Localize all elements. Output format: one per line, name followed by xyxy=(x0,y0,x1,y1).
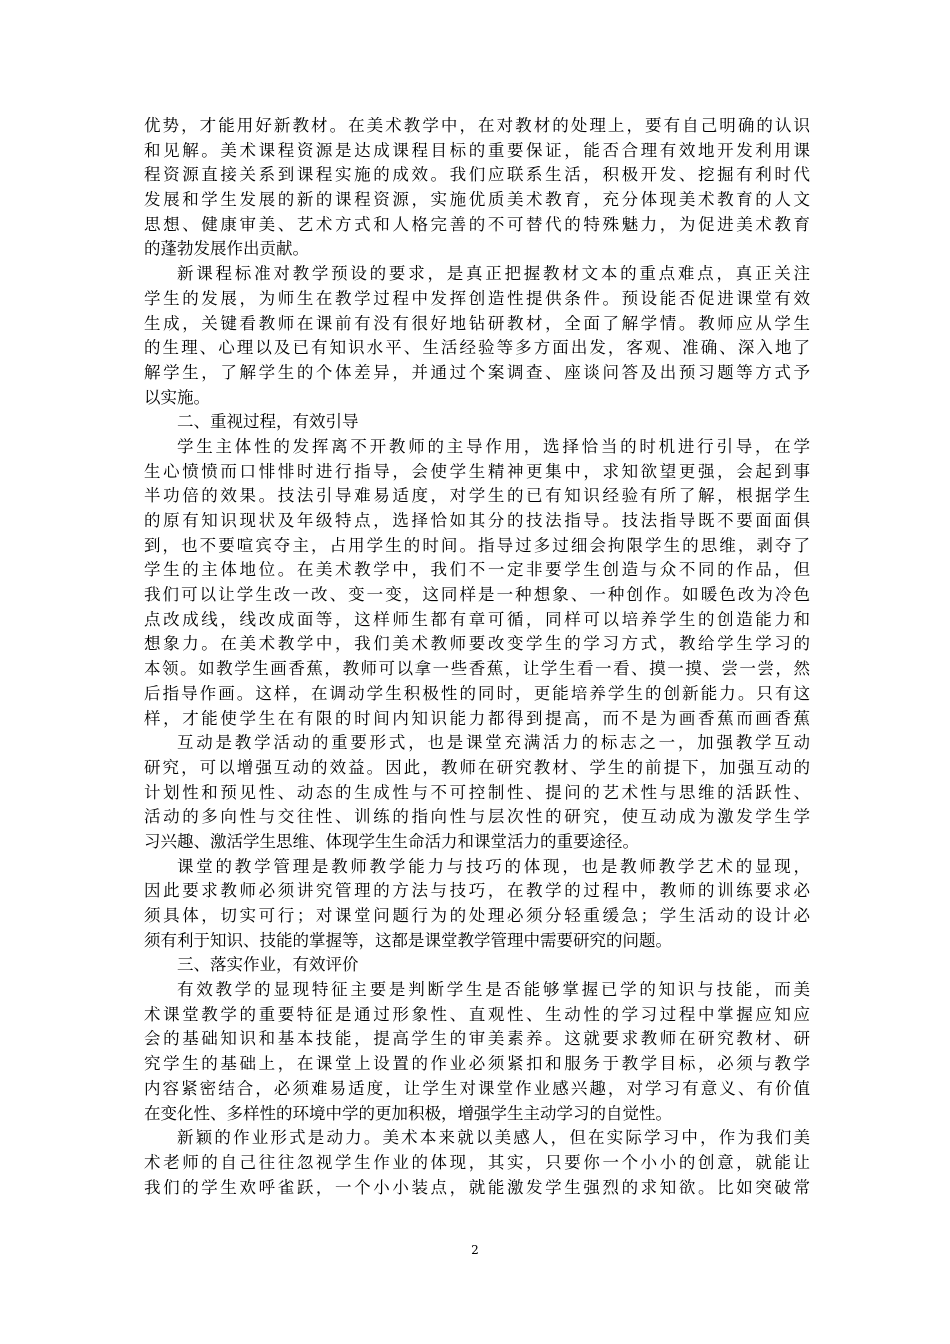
text-line: 新课程标准对教学预设的要求，是真正把握教材文本的重点难点，真正关注 xyxy=(177,264,810,284)
text-line: 术老师的自己往往忽视学生作业的体现，其实，只要你一个小小的创意，就能让 xyxy=(144,1152,810,1172)
text-line: 互动是教学活动的重要形式，也是课堂充满活力的标志之一，加强教学互动 xyxy=(177,733,810,753)
text-line: 优势，才能用好新教材。在美术教学中，在对教材的处理上，要有自己明确的认识 xyxy=(144,116,810,135)
text-line: 的生理、心理以及已有知识水平、生活经验等多方面出发，客观、准确、深入地了 xyxy=(144,338,810,358)
text-line: 和见解。美术课程资源是达成课程目标的重要保证，能否合理有效地开发利用课 xyxy=(144,140,810,160)
text-line: 计划性和预见性、动态的生成性与不可控制性、提问的艺术性与思维的活跃性、 xyxy=(144,782,810,802)
text-line: 会的基础知识和基本技能，提高学生的审美素养。这就要求教师在研究教材、研 xyxy=(144,1029,810,1049)
text-line: 后指导作画。这样，在调动学生积极性的同时，更能培养学生的创新能力。只有这 xyxy=(144,683,810,703)
text-line: 我们的学生欢呼雀跃，一个小小装点，就能激发学生强烈的求知欲。比如突破常 xyxy=(144,1177,810,1197)
text-line: 程资源直接关系到课程实施的成效。我们应联系生活，积极开发、挖掘有利时代 xyxy=(144,165,810,185)
text-line: 的原有知识现状及年级特点，选择恰如其分的技法指导。技法指导既不要面面俱 xyxy=(144,511,810,530)
text-line: 半功倍的效果。技法引导难易适度，对学生的已有知识经验有所了解，根据学生 xyxy=(144,486,810,506)
text-line: 想象力。在美术教学中，我们美术教师要改变学生的学习方式，教给学生学习的 xyxy=(144,634,810,654)
text-line: 学生的发展，为师生在教学过程中发挥创造性提供条件。预设能否促进课堂有效 xyxy=(144,288,810,308)
text-line: 内容紧密结合，必须难易适度，让学生对课堂作业感兴趣，对学习有意义、有价值 xyxy=(144,1078,810,1098)
text-line: 的蓬勃发展作出贡献。 xyxy=(144,239,309,259)
text-line: 解学生，了解学生的个体差异，并通过个案调查、座谈问答及出预习题等方式予 xyxy=(144,362,810,382)
text-line: 学生的主体地位。在美术教学中，我们不一定非要学生创造与众不同的作品，但 xyxy=(144,560,810,580)
text-line: 课堂的教学管理是教师教学能力与技巧的体现，也是教师教学艺术的显现， xyxy=(177,856,810,876)
text-line: 思想、健康审美、艺术方式和人格完善的不可替代的特殊魅力，为促进美术教育 xyxy=(144,214,810,234)
text-line: 以实施。 xyxy=(144,387,210,407)
page-number: 2 xyxy=(471,1243,479,1257)
text-line: 新颖的作业形式是动力。美术本来就以美感人，但在实际学习中，作为我们美 xyxy=(177,1128,810,1148)
text-line: 样，才能使学生在有限的时间内知识能力都得到提高，而不是为画香蕉而画香蕉 xyxy=(144,708,810,728)
text-line: 活动的多向性与交往性、训练的指向性与层次性的研究，使互动成为激发学生学 xyxy=(144,807,810,827)
text-line: 发展和学生发展的新的课程资源，实施优质美术教育，充分体现美术教育的人文 xyxy=(144,190,810,210)
text-line: 生成，关键看教师在课前有没有很好地钻研教材，全面了解学情。教师应从学生 xyxy=(144,313,810,333)
text-line: 有效教学的显现特征主要是判断学生是否能够掌握已学的知识与技能，而美 xyxy=(177,980,810,1000)
text-line: 术课堂教学的重要特征是通过形象性、直观性、生动性的学习过程中掌握应知应 xyxy=(144,1004,810,1024)
text-line: 到，也不要喧宾夺主，占用学生的时间。指导过多过细会拘限学生的思维，剥夺了 xyxy=(144,535,810,555)
text-line: 须有利于知识、技能的掌握等，这都是课堂教学管理中需要研究的问题。 xyxy=(144,930,672,950)
text-line: 点改成线，线改成面等，这样师生都有章可循，同样可以培养学生的创造能力和 xyxy=(144,609,810,629)
text-line: 究学生的基础上，在课堂上设置的作业必须紧扣和服务于教学目标，必须与教学 xyxy=(144,1054,810,1074)
text-line: 因此要求教师必须讲究管理的方法与技巧，在教学的过程中，教师的训练要求必 xyxy=(144,881,810,901)
text-line: 须具体，切实可行；对课堂问题行为的处理必须分轻重缓急；学生活动的设计必 xyxy=(144,906,810,925)
text-line: 我们可以让学生改一改、变一变，这同样是一种想象、一种创作。如暖色改为冷色 xyxy=(144,585,810,605)
text-line: 生心愤愤而口悱悱时进行指导，会使学生精神更集中，求知欲望更强，会起到事 xyxy=(144,461,810,481)
text-line: 二、重视过程，有效引导 xyxy=(177,412,359,432)
text-line: 三、落实作业，有效评价 xyxy=(177,955,359,975)
text-line: 习兴趣、激活学生思维、体现学生生命活力和课堂活力的重要途径。 xyxy=(144,831,639,851)
text-line: 研究，可以增强互动的效益。因此，教师在研究教材、学生的前提下，加强互动的 xyxy=(144,757,810,777)
document-body xyxy=(144,114,810,1200)
text-line: 在变化性、多样性的环境中学的更加积极，增强学生主动学习的自觉性。 xyxy=(144,1103,672,1123)
text-line: 学生主体性的发挥离不开教师的主导作用，选择恰当的时机进行引导，在学 xyxy=(177,436,810,456)
text-line: 本领。如教学生画香蕉，教师可以拿一些香蕉，让学生看一看、摸一摸、尝一尝，然 xyxy=(144,659,810,679)
